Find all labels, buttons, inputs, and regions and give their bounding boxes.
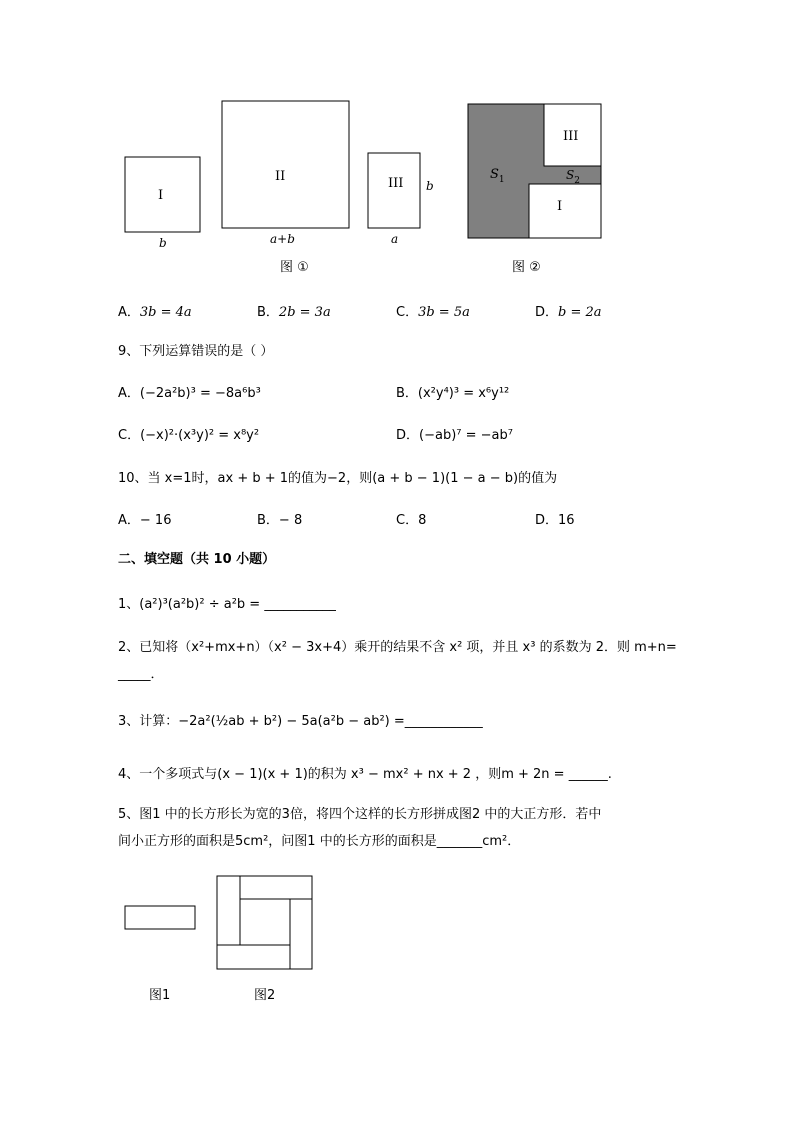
caption-fig2-bottom: 图2 [254, 988, 276, 1003]
label-b-right-III: b [426, 179, 434, 193]
fill-q5-line1: 5、图1 中的长方形长为宽的3倍，将四个这样的长方形拼成图2 中的大正方形．若中 [118, 807, 602, 822]
fig2-S1-label: $S_1$ [490, 167, 505, 185]
fill-q2-line2: _____． [118, 667, 164, 682]
q10-stem: 10、当 x=1时，ax + b + 1的值为−2，则(a + b − 1)(1 − a − b)的值为 [118, 471, 558, 486]
label-b-under-I: b [159, 236, 167, 250]
fill-q5-line2: 间小正方形的面积是5cm²，问图1 中的长方形的面积是_______cm²． [118, 834, 521, 849]
q9-stem: 9、下列运算错误的是（ ） [118, 344, 274, 359]
q10-option-d: D．16 [535, 513, 575, 528]
label-a-under-III: a [391, 232, 399, 246]
fill-q1: 1、(a²)³(a²b)² ÷ a²b = ___________ [118, 597, 336, 612]
fill-q3: 3、计算：−2a²(½ab + b²) − 5a(a²b − ab²) =____________ [118, 714, 483, 729]
q9-option-b: B．(x²y⁴)³ = x⁶y¹² [396, 386, 510, 401]
section-title: 二、填空题（共 10 小题） [118, 552, 276, 567]
fig2-S2-label: $S_2$ [566, 168, 580, 186]
fig2-III-label: III [563, 129, 579, 144]
square-I-label: I [158, 188, 164, 203]
square-II-label: II [275, 169, 286, 184]
caption-fig-2: 图 ② [512, 260, 541, 275]
caption-fig1-bottom: 图1 [149, 988, 171, 1003]
caption-fig-1: 图 ① [280, 260, 309, 275]
fig1-rectangle [125, 906, 195, 929]
fill-q2-line1: 2、已知将（x²+mx+n）（x² − 3x+4）乘开的结果不含 x² 项，并且 x³ 的系数为 2．则 m+n= [118, 640, 677, 655]
q8-option-d: D．b = 2a [535, 305, 602, 320]
q9-option-a: A．(−2a²b)³ = −8a⁶b³ [118, 386, 261, 401]
q9-option-d: D．(−ab)⁷ = −ab⁷ [396, 428, 513, 443]
fig2-big-square [217, 876, 312, 969]
rect-III-label: III [388, 176, 404, 191]
fig2-I-label: I [557, 199, 563, 214]
q10-option-c: C．8 [396, 513, 427, 528]
fig2-center-square [240, 899, 290, 945]
label-a-plus-b: a+b [270, 232, 295, 246]
q10-option-a: A．− 16 [118, 513, 172, 528]
q8-option-a: A．3b = 4a [118, 305, 192, 320]
q10-option-b: B．− 8 [257, 513, 303, 528]
fill-q4: 4、一个多项式与(x − 1)(x + 1)的积为 x³ − mx² + nx + 2 ，则m + 2n = ______. [118, 767, 612, 782]
q9-option-c: C．(−x)²·(x³y)² = x⁸y² [118, 428, 260, 443]
q8-option-c: C．3b = 5a [396, 305, 470, 320]
q8-option-b: B．2b = 3a [257, 305, 331, 320]
